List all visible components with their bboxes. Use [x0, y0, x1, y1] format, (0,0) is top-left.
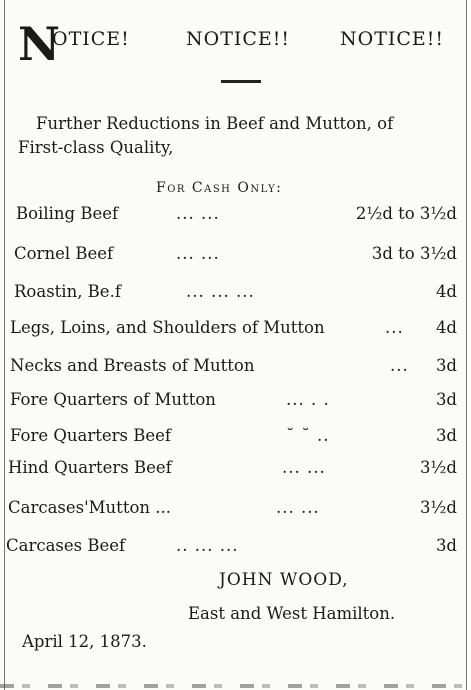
price-value: 3d to 3½d — [371, 244, 457, 263]
price-value: 4d — [435, 282, 457, 301]
price-item: Hind Quarters Beef — [8, 458, 172, 477]
price-value: 3d — [435, 356, 457, 375]
price-row — [0, 244, 471, 268]
price-item: Carcases Beef — [6, 536, 126, 555]
price-value: 2½d to 3½d — [355, 204, 457, 223]
headline-word-1: OTICE! — [52, 28, 130, 50]
price-value: 3d — [435, 536, 457, 555]
price-item: Carcases'Mutton ... — [8, 498, 171, 517]
price-value: 3d — [435, 390, 457, 409]
leader-dots: ... ... — [282, 458, 326, 477]
headline-word-2: NOTICE!! — [186, 28, 291, 50]
leader-dots: ... . . — [286, 390, 330, 409]
price-value: 3½d — [419, 458, 457, 477]
price-row — [0, 390, 471, 414]
price-row — [0, 282, 471, 306]
price-item: Roastin, Be.f — [14, 282, 121, 301]
price-item: Fore Quarters of Mutton — [10, 390, 216, 409]
price-item: Cornel Beef — [14, 244, 114, 263]
leader-dots: ... ... — [176, 204, 220, 223]
price-row — [0, 458, 471, 482]
price-item: Fore Quarters Beef — [10, 426, 172, 445]
price-row — [0, 498, 471, 522]
intro-line-2: First-class Quality, — [18, 138, 174, 157]
price-row — [0, 536, 471, 560]
price-row — [0, 426, 471, 450]
price-value: 3d — [435, 426, 457, 445]
next-column-fragment — [0, 684, 471, 688]
leader-dots: .. ... ... — [176, 536, 239, 555]
price-value: 3½d — [419, 498, 457, 517]
price-value: 4d — [435, 318, 457, 337]
leader-dots: ... — [385, 318, 404, 337]
leader-dots: ... — [390, 356, 409, 375]
leader-dots: ... ... ... — [186, 282, 255, 301]
price-item: Necks and Breasts of Mutton — [10, 356, 255, 375]
price-row — [0, 356, 471, 380]
price-item: Boiling Beef — [16, 204, 119, 223]
signature-name: JOHN WOOD, — [219, 570, 349, 590]
cash-only-subhead: For Cash Only: — [156, 180, 283, 196]
dropcap-letter: N — [18, 17, 61, 71]
price-item: Legs, Loins, and Shoulders of Mutton — [10, 318, 325, 337]
notice-date: April 12, 1873. — [22, 632, 147, 651]
leader-dots: ... ... — [176, 244, 220, 263]
headline-word-3: NOTICE!! — [340, 28, 445, 50]
leader-dots: ... ... — [276, 498, 320, 517]
intro-line-1: Further Reductions in Beef and Mutton, of — [36, 114, 394, 133]
leader-dots: ˘ ˘ .. — [286, 426, 330, 445]
price-row — [0, 318, 471, 342]
signature-address: East and West Hamilton. — [188, 604, 396, 623]
price-row — [0, 204, 471, 228]
